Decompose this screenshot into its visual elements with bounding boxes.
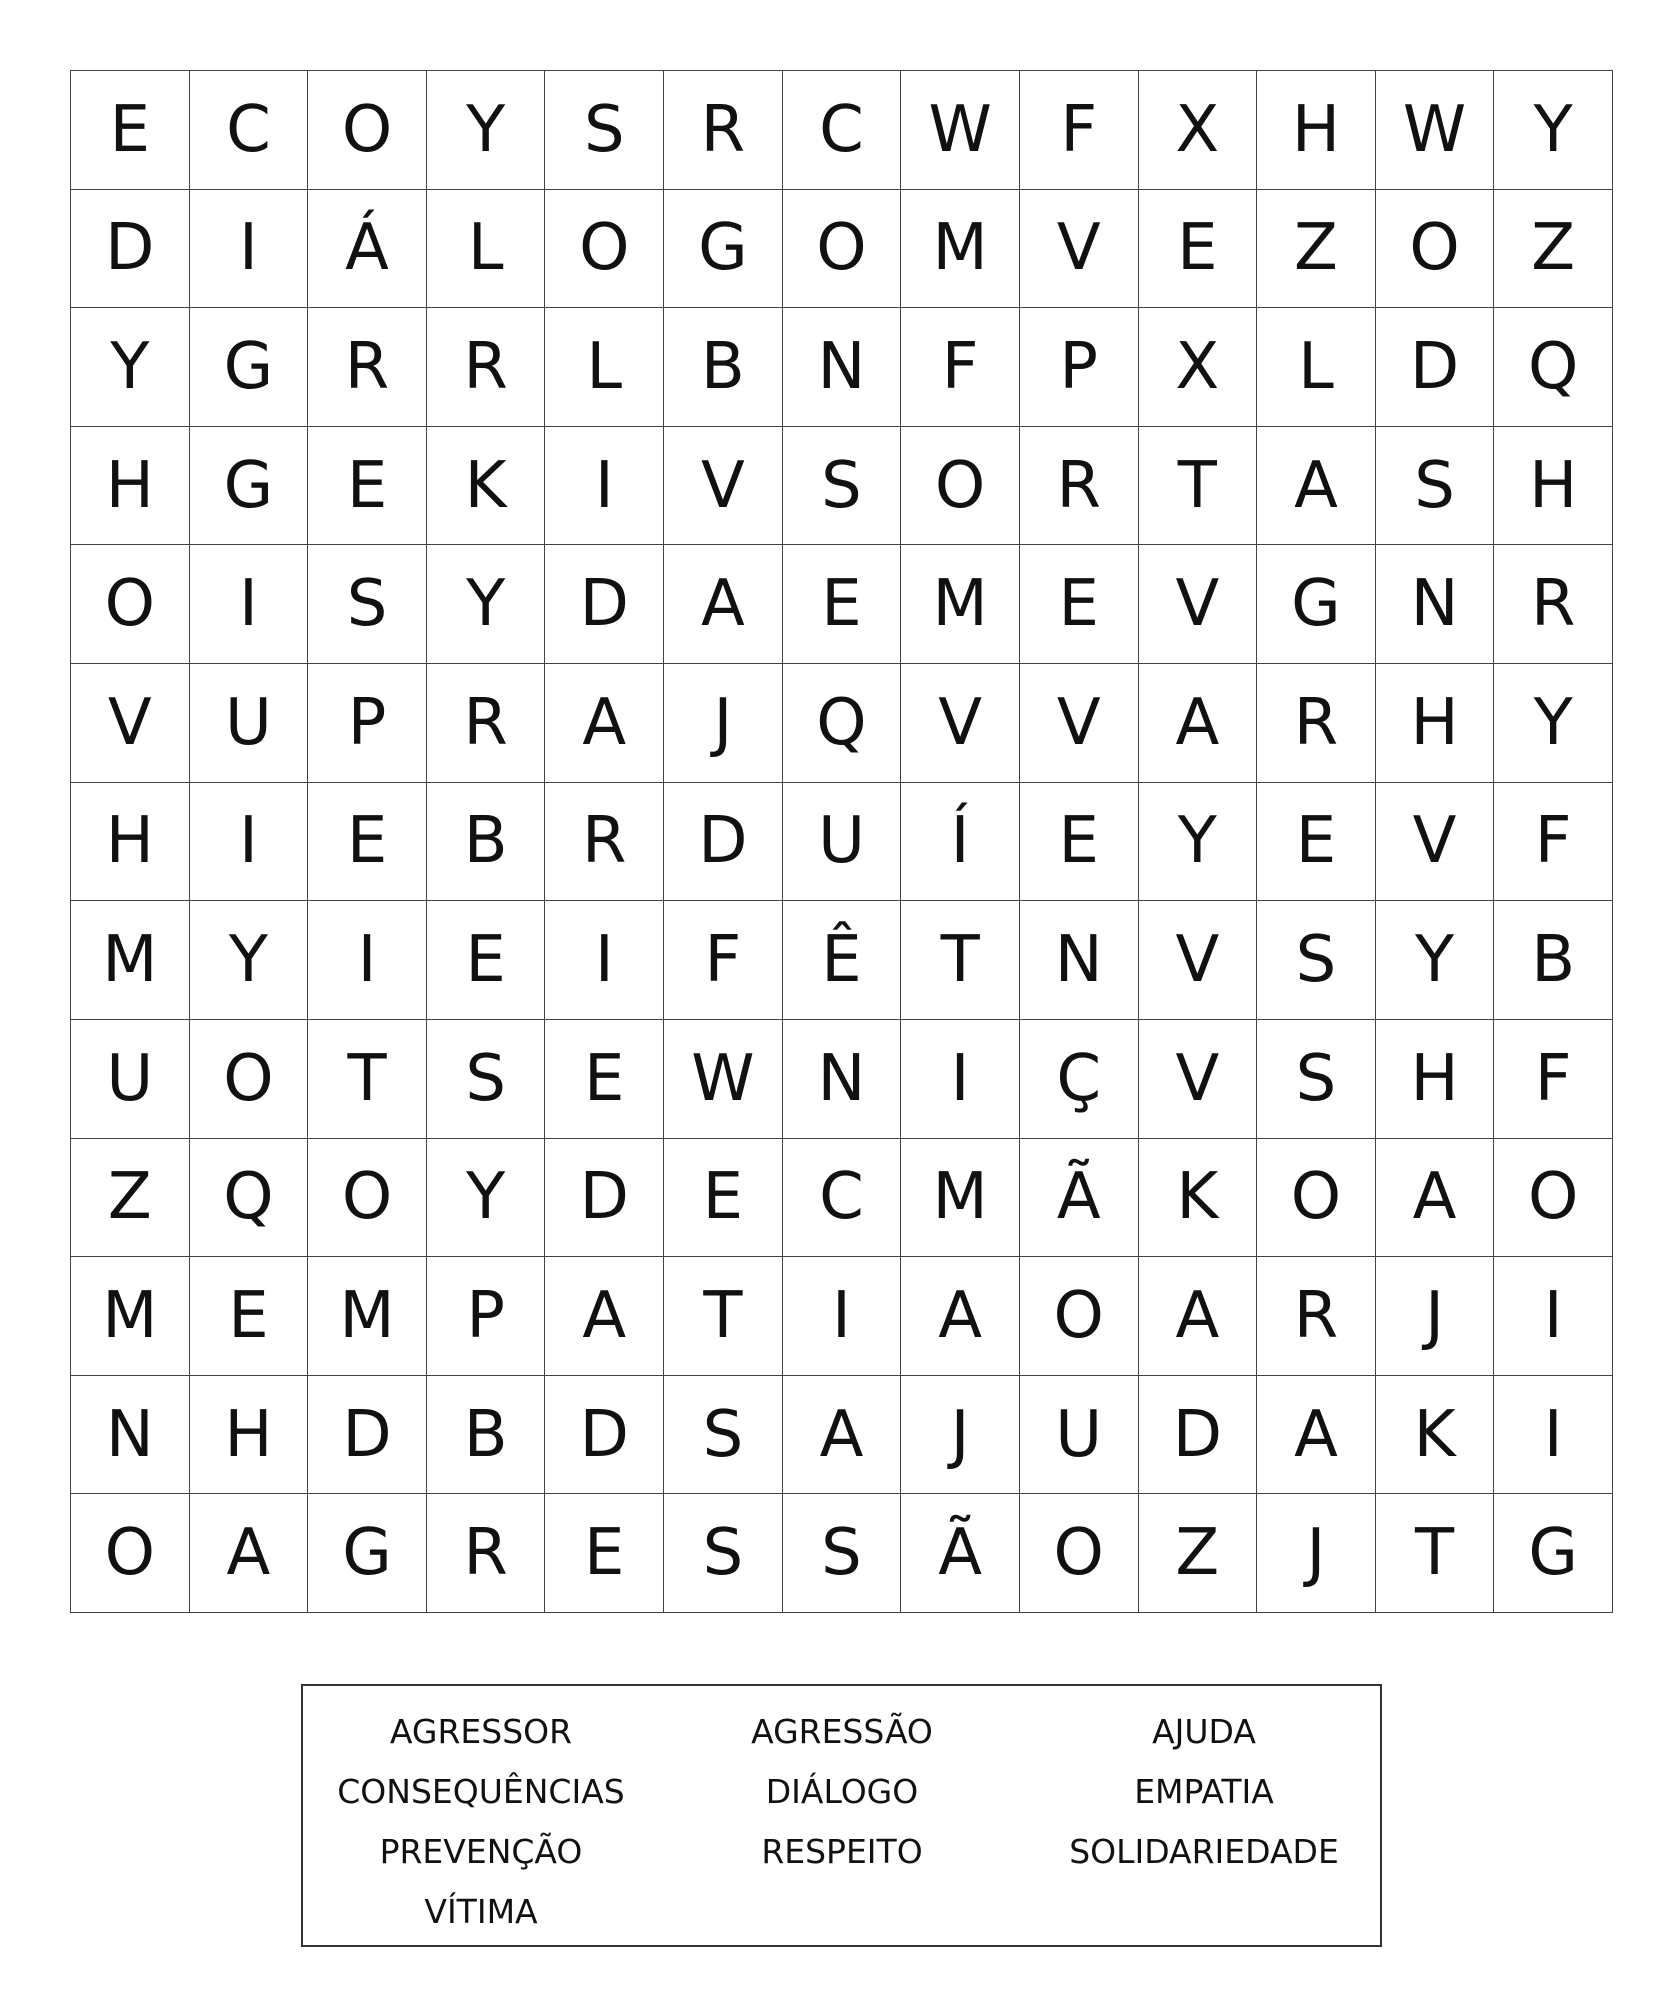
grid-cell[interactable]: E xyxy=(545,1494,664,1613)
grid-cell[interactable]: C xyxy=(783,1139,902,1258)
grid-cell[interactable]: F xyxy=(1494,1020,1613,1139)
grid-cell[interactable]: O xyxy=(308,1139,427,1258)
grid-cell[interactable]: B xyxy=(427,783,546,902)
grid-cell[interactable]: R xyxy=(1494,545,1613,664)
grid-cell[interactable]: T xyxy=(1139,427,1258,546)
grid-cell[interactable]: Y xyxy=(427,545,546,664)
grid-cell[interactable]: B xyxy=(427,1376,546,1495)
grid-cell[interactable]: O xyxy=(1020,1257,1139,1376)
grid-cell[interactable]: E xyxy=(1020,783,1139,902)
grid-cell[interactable]: E xyxy=(1139,190,1258,309)
grid-cell[interactable]: H xyxy=(1494,427,1613,546)
grid-cell[interactable]: V xyxy=(1020,664,1139,783)
grid-cell[interactable]: E xyxy=(783,545,902,664)
grid-cell[interactable]: S xyxy=(427,1020,546,1139)
word-bank-column-1 xyxy=(337,1702,624,1942)
grid-cell[interactable]: Z xyxy=(71,1139,190,1258)
grid-cell[interactable]: Q xyxy=(1494,308,1613,427)
grid-cell[interactable]: H xyxy=(190,1376,309,1495)
grid-cell[interactable]: W xyxy=(1376,71,1495,190)
grid-cell[interactable]: Y xyxy=(427,71,546,190)
word-bank-column-3 xyxy=(1069,1702,1339,1882)
grid-cell[interactable]: J xyxy=(664,664,783,783)
grid-cell[interactable]: S xyxy=(783,1494,902,1613)
word-bank-item: PREVENÇÃO xyxy=(379,1832,583,1871)
word-bank-item: RESPEITO xyxy=(761,1832,923,1871)
grid-cell[interactable]: U xyxy=(1020,1376,1139,1495)
grid-cell[interactable]: R xyxy=(1020,427,1139,546)
grid-cell[interactable]: R xyxy=(1257,664,1376,783)
grid-cell[interactable]: S xyxy=(545,71,664,190)
grid-cell[interactable]: I xyxy=(545,427,664,546)
grid-cell[interactable]: O xyxy=(71,545,190,664)
grid-cell[interactable]: P xyxy=(1020,308,1139,427)
grid-cell[interactable]: Ã xyxy=(901,1494,1020,1613)
grid-cell[interactable]: R xyxy=(545,783,664,902)
grid-cell[interactable]: G xyxy=(190,308,309,427)
grid-cell[interactable]: O xyxy=(190,1020,309,1139)
grid-cell[interactable]: R xyxy=(427,308,546,427)
grid-cell[interactable]: P xyxy=(308,664,427,783)
grid-cell[interactable]: U xyxy=(783,783,902,902)
grid-cell[interactable]: X xyxy=(1139,71,1258,190)
grid-cell[interactable]: O xyxy=(901,427,1020,546)
grid-cell[interactable]: D xyxy=(308,1376,427,1495)
grid-cell[interactable]: A xyxy=(901,1257,1020,1376)
grid-cell[interactable]: V xyxy=(71,664,190,783)
grid-cell[interactable]: Y xyxy=(190,901,309,1020)
grid-cell[interactable]: R xyxy=(427,664,546,783)
grid-cell[interactable]: D xyxy=(71,190,190,309)
word-bank-item: AJUDA xyxy=(1152,1712,1256,1751)
grid-cell[interactable]: D xyxy=(545,545,664,664)
grid-cell[interactable]: K xyxy=(1376,1376,1495,1495)
grid-cell[interactable]: Y xyxy=(1494,664,1613,783)
grid-cell[interactable]: Á xyxy=(308,190,427,309)
grid-cell[interactable]: Í xyxy=(901,783,1020,902)
grid-cell[interactable]: Y xyxy=(427,1139,546,1258)
grid-cell[interactable]: Q xyxy=(783,664,902,783)
grid-cell[interactable]: O xyxy=(1376,190,1495,309)
grid-cell[interactable]: H xyxy=(1376,664,1495,783)
grid-cell[interactable]: Y xyxy=(1139,783,1258,902)
grid-cell[interactable]: R xyxy=(664,71,783,190)
grid-cell[interactable]: H xyxy=(1257,71,1376,190)
grid-cell[interactable]: Y xyxy=(71,308,190,427)
grid-cell[interactable]: A xyxy=(1139,1257,1258,1376)
grid-cell[interactable]: R xyxy=(427,1494,546,1613)
grid-cell[interactable]: A xyxy=(1257,1376,1376,1495)
grid-cell[interactable]: E xyxy=(1020,545,1139,664)
grid-cell[interactable]: D xyxy=(1376,308,1495,427)
grid-cell[interactable]: J xyxy=(901,1376,1020,1495)
grid-cell[interactable]: V xyxy=(1376,783,1495,902)
grid-cell[interactable]: M xyxy=(901,1139,1020,1258)
grid-cell[interactable]: X xyxy=(1139,308,1258,427)
grid-cell[interactable]: B xyxy=(664,308,783,427)
grid-cell[interactable]: G xyxy=(308,1494,427,1613)
grid-cell[interactable]: F xyxy=(664,901,783,1020)
grid-cell[interactable]: V xyxy=(1139,545,1258,664)
grid-cell[interactable]: E xyxy=(190,1257,309,1376)
grid-cell[interactable]: A xyxy=(1139,664,1258,783)
grid-cell[interactable]: Z xyxy=(1257,190,1376,309)
word-bank-item: EMPATIA xyxy=(1134,1772,1274,1811)
grid-cell[interactable]: G xyxy=(1494,1494,1613,1613)
grid-cell[interactable]: D xyxy=(1139,1376,1258,1495)
grid-cell[interactable]: H xyxy=(71,427,190,546)
grid-cell[interactable]: R xyxy=(1257,1257,1376,1376)
grid-cell[interactable]: E xyxy=(308,427,427,546)
grid-cell[interactable]: L xyxy=(1257,308,1376,427)
grid-cell[interactable]: M xyxy=(71,1257,190,1376)
grid-cell[interactable]: F xyxy=(1494,783,1613,902)
word-bank-column-2 xyxy=(751,1702,933,1882)
grid-cell[interactable]: V xyxy=(1020,190,1139,309)
grid-cell[interactable]: I xyxy=(1494,1257,1613,1376)
grid-cell[interactable]: Ç xyxy=(1020,1020,1139,1139)
grid-cell[interactable]: P xyxy=(427,1257,546,1376)
grid-cell[interactable]: D xyxy=(664,783,783,902)
grid-cell[interactable]: G xyxy=(190,427,309,546)
grid-cell[interactable]: G xyxy=(1257,545,1376,664)
grid-cell[interactable]: Y xyxy=(1494,71,1613,190)
grid-cell[interactable]: V xyxy=(1139,901,1258,1020)
word-bank-item: AGRESSÃO xyxy=(751,1712,933,1751)
grid-cell[interactable]: Z xyxy=(1139,1494,1258,1613)
grid-cell[interactable]: A xyxy=(664,545,783,664)
word-bank xyxy=(301,1684,1382,1947)
grid-cell[interactable]: Q xyxy=(190,1139,309,1258)
grid-cell[interactable]: E xyxy=(1257,783,1376,902)
grid-cell[interactable]: W xyxy=(664,1020,783,1139)
grid-cell[interactable]: I xyxy=(190,545,309,664)
grid-cell[interactable]: E xyxy=(308,783,427,902)
grid-cell[interactable]: D xyxy=(545,1139,664,1258)
grid-cell[interactable]: S xyxy=(1257,1020,1376,1139)
grid-cell[interactable]: I xyxy=(901,1020,1020,1139)
grid-cell[interactable]: K xyxy=(427,427,546,546)
grid-cell[interactable]: A xyxy=(1376,1139,1495,1258)
grid-cell[interactable]: H xyxy=(1376,1020,1495,1139)
grid-cell[interactable]: Ê xyxy=(783,901,902,1020)
grid-cell[interactable]: O xyxy=(1020,1494,1139,1613)
grid-cell[interactable]: Z xyxy=(1494,190,1613,309)
grid-cell[interactable]: S xyxy=(783,427,902,546)
grid-cell[interactable]: B xyxy=(1494,901,1613,1020)
grid-cell[interactable]: U xyxy=(71,1020,190,1139)
grid-cell[interactable]: S xyxy=(664,1376,783,1495)
grid-cell[interactable]: O xyxy=(1494,1139,1613,1258)
word-bank-item: AGRESSOR xyxy=(389,1712,573,1751)
grid-cell[interactable]: I xyxy=(545,901,664,1020)
grid-cell[interactable]: L xyxy=(427,190,546,309)
grid-cell[interactable]: S xyxy=(664,1494,783,1613)
grid-cell[interactable]: I xyxy=(308,901,427,1020)
grid-cell[interactable]: M xyxy=(901,545,1020,664)
grid-cell[interactable]: I xyxy=(190,783,309,902)
grid-cell[interactable]: F xyxy=(901,308,1020,427)
grid-cell[interactable]: N xyxy=(783,1020,902,1139)
grid-cell[interactable]: A xyxy=(545,664,664,783)
grid-cell[interactable]: U xyxy=(190,664,309,783)
grid-cell[interactable]: T xyxy=(901,901,1020,1020)
grid-cell[interactable]: H xyxy=(71,783,190,902)
grid-cell[interactable]: Y xyxy=(1376,901,1495,1020)
grid-cell[interactable]: G xyxy=(664,190,783,309)
grid-cell[interactable]: V xyxy=(1139,1020,1258,1139)
grid-cell[interactable]: O xyxy=(545,190,664,309)
word-bank-item: CONSEQUÊNCIAS xyxy=(337,1772,625,1811)
grid-cell[interactable]: M xyxy=(901,190,1020,309)
grid-cell[interactable]: E xyxy=(664,1139,783,1258)
grid-cell[interactable]: A xyxy=(190,1494,309,1613)
grid-cell[interactable]: S xyxy=(308,545,427,664)
grid-cell[interactable]: Ã xyxy=(1020,1139,1139,1258)
grid-cell[interactable]: W xyxy=(901,71,1020,190)
grid-cell[interactable]: L xyxy=(545,308,664,427)
word-bank-item: VÍTIMA xyxy=(424,1892,538,1931)
grid-cell[interactable]: E xyxy=(427,901,546,1020)
grid-cell[interactable]: A xyxy=(1257,427,1376,546)
grid-cell[interactable]: J xyxy=(1257,1494,1376,1613)
grid-cell[interactable]: V xyxy=(901,664,1020,783)
grid-cell[interactable]: M xyxy=(71,901,190,1020)
grid-cell[interactable]: T xyxy=(664,1257,783,1376)
grid-cell[interactable]: N xyxy=(1020,901,1139,1020)
grid-cell[interactable]: A xyxy=(545,1257,664,1376)
grid-cell[interactable]: S xyxy=(1257,901,1376,1020)
grid-cell[interactable]: O xyxy=(308,71,427,190)
grid-cell[interactable]: F xyxy=(1020,71,1139,190)
grid-cell[interactable]: J xyxy=(1376,1257,1495,1376)
grid-cell[interactable]: N xyxy=(71,1376,190,1495)
word-bank-item: DIÁLOGO xyxy=(765,1772,919,1811)
word-search-grid xyxy=(70,70,1613,1613)
grid-cell[interactable]: E xyxy=(71,71,190,190)
grid-cell[interactable]: N xyxy=(1376,545,1495,664)
grid-cell[interactable]: M xyxy=(308,1257,427,1376)
grid-cell[interactable]: O xyxy=(783,190,902,309)
grid-cell[interactable]: I xyxy=(1494,1376,1613,1495)
grid-cell[interactable]: O xyxy=(71,1494,190,1613)
grid-cell[interactable]: O xyxy=(1257,1139,1376,1258)
word-bank-item: SOLIDARIEDADE xyxy=(1069,1832,1339,1871)
grid-cell[interactable]: E xyxy=(545,1020,664,1139)
grid-cell[interactable]: A xyxy=(783,1376,902,1495)
grid-cell[interactable]: I xyxy=(783,1257,902,1376)
grid-cell[interactable]: K xyxy=(1139,1139,1258,1258)
grid-cell[interactable]: C xyxy=(783,71,902,190)
grid-cell[interactable]: C xyxy=(190,71,309,190)
grid-cell[interactable]: N xyxy=(783,308,902,427)
grid-cell[interactable]: T xyxy=(1376,1494,1495,1613)
grid-cell[interactable]: V xyxy=(664,427,783,546)
grid-cell[interactable]: S xyxy=(1376,427,1495,546)
grid-cell[interactable]: R xyxy=(308,308,427,427)
grid-cell[interactable]: I xyxy=(190,190,309,309)
grid-cell[interactable]: T xyxy=(308,1020,427,1139)
grid-cell[interactable]: D xyxy=(545,1376,664,1495)
